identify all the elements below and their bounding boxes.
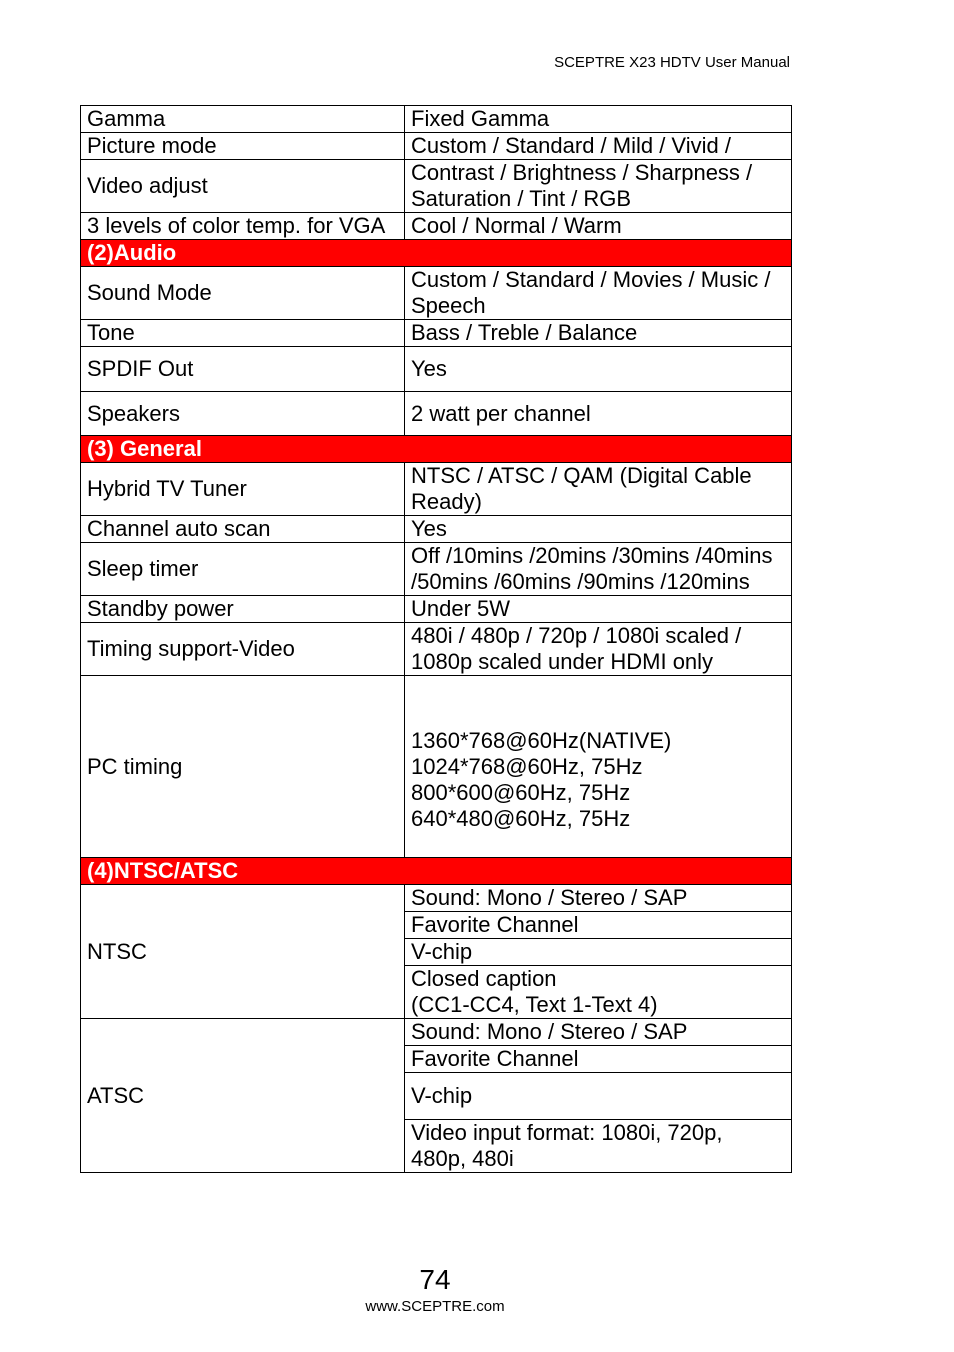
value-line: NTSC / ATSC / QAM (Digital Cable xyxy=(411,463,752,488)
value-line: Contrast / Brightness / Sharpness / xyxy=(411,160,753,185)
row-label: Standby power xyxy=(81,596,405,623)
value-line: Sound: Mono / Stereo / SAP xyxy=(411,885,688,910)
row-value xyxy=(405,1046,792,1073)
value-line: 2 watt per channel xyxy=(411,400,591,426)
value-line: Custom / Standard / Mild / Vivid / xyxy=(411,133,731,158)
row-label: 3 levels of color temp. for VGA xyxy=(81,213,405,240)
row-value xyxy=(405,320,792,347)
row-value xyxy=(405,596,792,623)
row-value xyxy=(405,106,792,133)
table-row xyxy=(81,596,792,623)
table-row xyxy=(81,320,792,347)
value-line: Closed caption xyxy=(411,966,557,991)
row-label: Tone xyxy=(81,320,405,347)
value-line: 640*480@60Hz, 75Hz xyxy=(411,805,631,831)
value-line: Ready) xyxy=(411,489,482,514)
value-line: Sound: Mono / Stereo / SAP xyxy=(411,1019,688,1044)
row-label-atsc: ATSC xyxy=(81,1019,405,1173)
row-value xyxy=(405,463,792,516)
row-value xyxy=(405,676,792,858)
table-row xyxy=(81,885,792,912)
value-line: Saturation / Tint / RGB xyxy=(411,186,632,211)
table-row xyxy=(81,543,792,596)
value-line: Bass / Treble / Balance xyxy=(411,320,638,345)
row-value xyxy=(405,347,792,392)
row-label: Sound Mode xyxy=(81,267,405,320)
row-value xyxy=(405,392,792,436)
row-label: SPDIF Out xyxy=(81,347,405,392)
value-line: Speech xyxy=(411,293,486,318)
row-label: Speakers xyxy=(81,392,405,436)
pc-timing-list xyxy=(411,702,785,832)
footer-url: www.SCEPTRE.com xyxy=(365,1298,505,1315)
row-label: Timing support-Video xyxy=(81,623,405,676)
value-line: Custom / Standard / Movies / Music / xyxy=(411,267,771,292)
section-header-general xyxy=(81,436,792,463)
row-value xyxy=(405,516,792,543)
row-value xyxy=(405,267,792,320)
manual-header-title: SCEPTRE X23 HDTV User Manual xyxy=(554,54,790,71)
row-value xyxy=(405,1019,792,1046)
row-label: Hybrid TV Tuner xyxy=(81,463,405,516)
value-line: Favorite Channel xyxy=(411,1046,579,1071)
value-line: Off /10mins /20mins /30mins /40mins xyxy=(411,543,773,568)
section-title: (3) General xyxy=(81,436,792,463)
row-value xyxy=(405,213,792,240)
section-title: (2)Audio xyxy=(81,240,792,267)
row-value xyxy=(405,543,792,596)
value-line: /50mins /60mins /90mins /120mins xyxy=(411,569,750,594)
row-label: PC timing xyxy=(81,676,405,858)
section-header-ntsc-atsc xyxy=(81,858,792,885)
value-line: Yes xyxy=(411,356,447,381)
value-line: 1080p scaled under HDMI only xyxy=(411,649,714,674)
table-row xyxy=(81,392,792,436)
row-label: Channel auto scan xyxy=(81,516,405,543)
spec-table xyxy=(80,105,792,1173)
row-value xyxy=(405,623,792,676)
value-line: Yes xyxy=(411,516,447,541)
value-line: 480p, 480i xyxy=(411,1146,514,1171)
value-line: 1360*768@60Hz(NATIVE) xyxy=(411,727,672,753)
value-line: Cool / Normal / Warm xyxy=(411,213,622,238)
row-value xyxy=(405,939,792,966)
row-value xyxy=(405,160,792,213)
table-row xyxy=(81,347,792,392)
row-label: Gamma xyxy=(81,106,405,133)
row-label: Video adjust xyxy=(81,160,405,213)
value-line: 480i / 480p / 720p / 1080i scaled / xyxy=(411,623,742,648)
row-value xyxy=(405,133,792,160)
table-row xyxy=(81,106,792,133)
value-line: V-chip xyxy=(411,939,473,964)
table-row xyxy=(81,213,792,240)
value-line: Favorite Channel xyxy=(411,912,579,937)
row-value xyxy=(405,1120,792,1173)
table-row xyxy=(81,463,792,516)
section-header-audio xyxy=(81,240,792,267)
value-line: 800*600@60Hz, 75Hz xyxy=(411,779,631,805)
table-row xyxy=(81,267,792,320)
value-line: Fixed Gamma xyxy=(411,106,550,131)
row-label: Sleep timer xyxy=(81,543,405,596)
row-value xyxy=(405,1073,792,1120)
table-row xyxy=(81,1019,792,1046)
table-row xyxy=(81,516,792,543)
row-label: Picture mode xyxy=(81,133,405,160)
row-label-ntsc: NTSC xyxy=(81,885,405,1019)
table-row xyxy=(81,676,792,858)
value-line: 1024*768@60Hz, 75Hz xyxy=(411,753,643,779)
table-row xyxy=(81,133,792,160)
value-line: (CC1-CC4, Text 1-Text 4) xyxy=(411,992,658,1017)
value-line: V-chip xyxy=(411,1083,473,1108)
row-value xyxy=(405,885,792,912)
value-line: Video input format: 1080i, 720p, xyxy=(411,1120,723,1145)
value-line: Under 5W xyxy=(411,596,511,621)
table-row xyxy=(81,623,792,676)
section-title: (4)NTSC/ATSC xyxy=(81,858,792,885)
row-value xyxy=(405,912,792,939)
table-row xyxy=(81,160,792,213)
page-number: 74 xyxy=(419,1264,451,1295)
row-value xyxy=(405,966,792,1019)
